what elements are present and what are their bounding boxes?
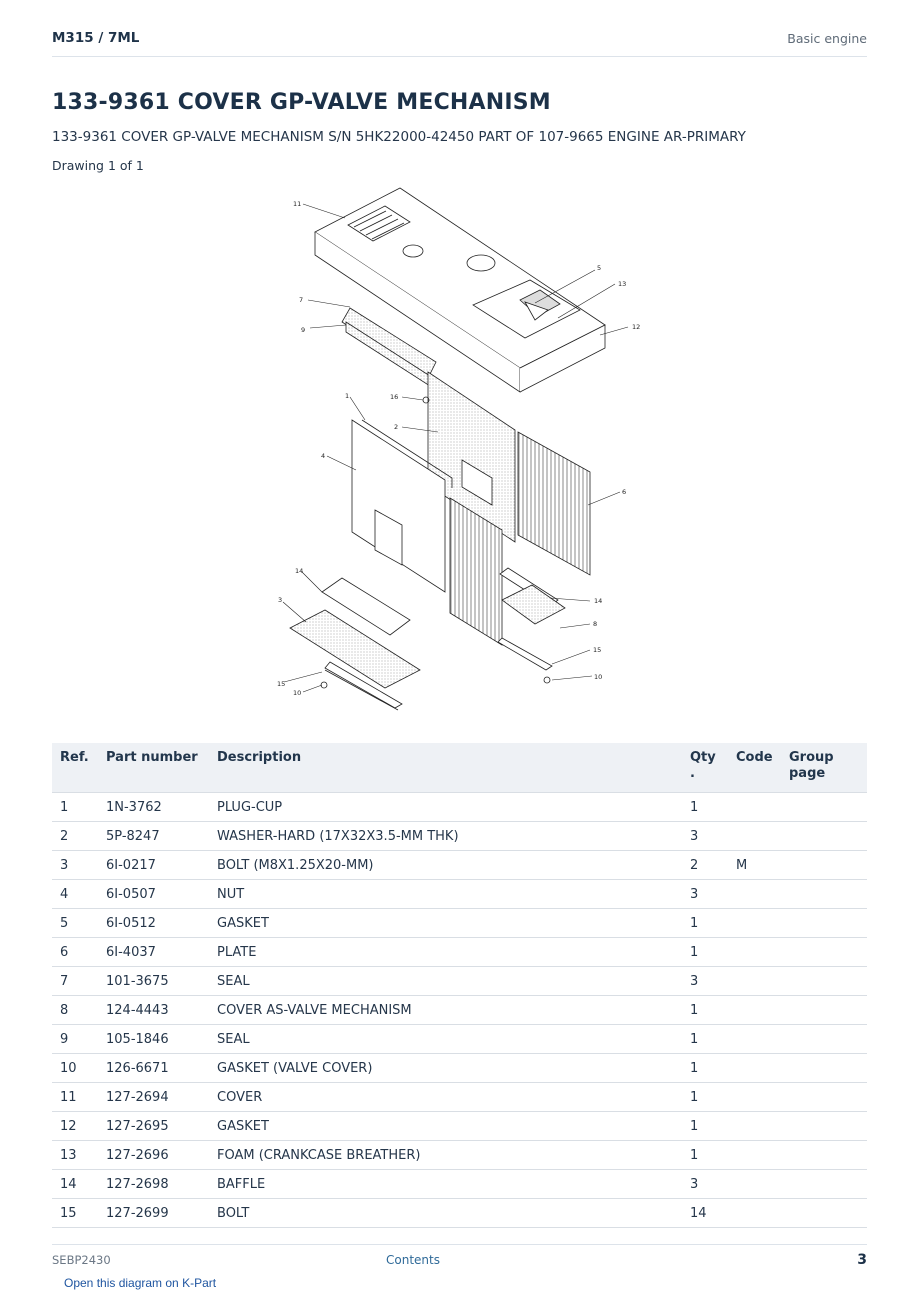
callout-4: 4 <box>321 452 326 460</box>
callout-5: 5 <box>597 264 602 272</box>
cell-qty: 14 <box>682 1199 728 1228</box>
cell-group <box>781 1112 867 1141</box>
cell-code <box>728 1170 781 1199</box>
callout-15-right: 15 <box>593 646 602 654</box>
cell-group <box>781 967 867 996</box>
cell-code: M <box>728 851 781 880</box>
contents-link[interactable]: Contents <box>386 1253 440 1267</box>
table-row <box>52 1141 867 1170</box>
cell-ref: 3 <box>52 851 98 880</box>
cell-group <box>781 793 867 822</box>
cell-part: 6I-0507 <box>98 880 209 909</box>
cell-desc: SEAL <box>209 967 682 996</box>
cell-ref: 4 <box>52 880 98 909</box>
cell-code <box>728 1054 781 1083</box>
cell-qty: 1 <box>682 996 728 1025</box>
model-label: M315 / 7ML <box>52 30 140 46</box>
page-subtitle: 133-9361 COVER GP-VALVE MECHANISM S/N 5HK22000-42450 PART OF 107-9665 ENGINE AR-PRIMARY <box>52 129 746 145</box>
callout-3: 3 <box>278 596 283 604</box>
cell-qty: 3 <box>682 967 728 996</box>
exploded-parts-diagram[interactable] <box>270 180 650 715</box>
cell-desc: GASKET <box>209 909 682 938</box>
cell-code <box>728 880 781 909</box>
cell-part: 101-3675 <box>98 967 209 996</box>
parts-table <box>52 743 867 1228</box>
cell-group <box>781 909 867 938</box>
cell-qty: 3 <box>682 1170 728 1199</box>
callout-10-left: 10 <box>293 689 302 697</box>
cell-desc: BAFFLE <box>209 1170 682 1199</box>
cell-qty: 1 <box>682 909 728 938</box>
table-row <box>52 909 867 938</box>
col-group-page: Group page <box>781 743 867 793</box>
cell-part: 124-4443 <box>98 996 209 1025</box>
cell-code <box>728 909 781 938</box>
cell-group <box>781 1083 867 1112</box>
col-description: Description <box>209 743 682 793</box>
cell-group <box>781 1141 867 1170</box>
callout-15-left: 15 <box>277 680 286 688</box>
callout-6: 6 <box>622 488 627 496</box>
cell-qty: 1 <box>682 1054 728 1083</box>
cell-group <box>781 996 867 1025</box>
callout-9: 9 <box>301 326 306 334</box>
cell-group <box>781 938 867 967</box>
cell-ref: 2 <box>52 822 98 851</box>
cell-desc: COVER AS-VALVE MECHANISM <box>209 996 682 1025</box>
cell-desc: BOLT <box>209 1199 682 1228</box>
cell-group <box>781 1170 867 1199</box>
cell-ref: 1 <box>52 793 98 822</box>
page-title: 133-9361 COVER GP-VALVE MECHANISM <box>52 90 551 115</box>
callout-14-left: 14 <box>295 567 304 575</box>
cell-ref: 15 <box>52 1199 98 1228</box>
table-row <box>52 880 867 909</box>
callout-1: 1 <box>345 392 350 400</box>
table-row <box>52 1199 867 1228</box>
cell-code <box>728 967 781 996</box>
cell-ref: 9 <box>52 1025 98 1054</box>
callout-14-right: 14 <box>594 597 603 605</box>
table-header-row <box>52 743 867 793</box>
cell-qty: 3 <box>682 822 728 851</box>
cell-ref: 5 <box>52 909 98 938</box>
cell-part: 127-2696 <box>98 1141 209 1170</box>
cell-part: 105-1846 <box>98 1025 209 1054</box>
cell-qty: 1 <box>682 1083 728 1112</box>
cell-group <box>781 880 867 909</box>
open-kpart-link[interactable]: Open this diagram on K-Part <box>64 1276 217 1290</box>
cell-qty: 1 <box>682 938 728 967</box>
cell-group <box>781 822 867 851</box>
cell-desc: WASHER-HARD (17X32X3.5-MM THK) <box>209 822 682 851</box>
cell-part: 6I-0217 <box>98 851 209 880</box>
cell-code <box>728 822 781 851</box>
cell-ref: 7 <box>52 967 98 996</box>
callout-16: 16 <box>390 393 399 401</box>
cell-group <box>781 1054 867 1083</box>
cell-part: 127-2694 <box>98 1083 209 1112</box>
cell-desc: NUT <box>209 880 682 909</box>
cell-qty: 1 <box>682 793 728 822</box>
callout-7: 7 <box>299 296 304 304</box>
cell-desc: GASKET (VALVE COVER) <box>209 1054 682 1083</box>
cell-group <box>781 851 867 880</box>
callout-2: 2 <box>394 423 399 431</box>
cell-desc: BOLT (M8X1.25X20-MM) <box>209 851 682 880</box>
cell-qty: 1 <box>682 1141 728 1170</box>
cell-qty: 1 <box>682 1025 728 1054</box>
cell-code <box>728 1199 781 1228</box>
cell-code <box>728 996 781 1025</box>
cell-qty: 2 <box>682 851 728 880</box>
cell-part: 127-2699 <box>98 1199 209 1228</box>
cell-code <box>728 1141 781 1170</box>
cell-ref: 11 <box>52 1083 98 1112</box>
callout-13: 13 <box>618 280 627 288</box>
section-label: Basic engine <box>787 31 867 46</box>
table-row <box>52 822 867 851</box>
cell-desc: COVER <box>209 1083 682 1112</box>
cell-code <box>728 793 781 822</box>
table-row <box>52 1170 867 1199</box>
cell-part: 1N-3762 <box>98 793 209 822</box>
footer-divider <box>52 1244 867 1245</box>
cell-code <box>728 938 781 967</box>
callout-10-right: 10 <box>594 673 603 681</box>
cell-group <box>781 1025 867 1054</box>
cell-code <box>728 1112 781 1141</box>
callout-12: 12 <box>632 323 641 331</box>
cell-code <box>728 1025 781 1054</box>
col-part-number: Part number <box>98 743 209 793</box>
table-row <box>52 1083 867 1112</box>
cell-part: 6I-4037 <box>98 938 209 967</box>
cell-desc: PLUG-CUP <box>209 793 682 822</box>
cell-part: 5P-8247 <box>98 822 209 851</box>
cell-qty: 3 <box>682 880 728 909</box>
table-row <box>52 851 867 880</box>
drawing-label: Drawing 1 of 1 <box>52 158 144 173</box>
cell-ref: 6 <box>52 938 98 967</box>
cell-group <box>781 1199 867 1228</box>
cell-ref: 14 <box>52 1170 98 1199</box>
cell-desc: FOAM (CRANKCASE BREATHER) <box>209 1141 682 1170</box>
cell-ref: 10 <box>52 1054 98 1083</box>
cell-desc: GASKET <box>209 1112 682 1141</box>
col-code: Code <box>728 743 781 793</box>
table-row <box>52 967 867 996</box>
cell-ref: 13 <box>52 1141 98 1170</box>
col-qty: Qty . <box>682 743 728 793</box>
document-id: SEBP2430 <box>52 1253 111 1267</box>
callout-8: 8 <box>593 620 598 628</box>
table-row <box>52 1025 867 1054</box>
cell-ref: 12 <box>52 1112 98 1141</box>
callout-11: 11 <box>293 200 302 208</box>
cell-ref: 8 <box>52 996 98 1025</box>
cell-desc: SEAL <box>209 1025 682 1054</box>
cell-part: 126-6671 <box>98 1054 209 1083</box>
cell-part: 127-2698 <box>98 1170 209 1199</box>
cell-part: 127-2695 <box>98 1112 209 1141</box>
table-row <box>52 1112 867 1141</box>
page-header <box>52 28 867 57</box>
cell-qty: 1 <box>682 1112 728 1141</box>
page-number: 3 <box>857 1252 867 1268</box>
table-row <box>52 793 867 822</box>
cell-part: 6I-0512 <box>98 909 209 938</box>
table-row <box>52 938 867 967</box>
cell-desc: PLATE <box>209 938 682 967</box>
col-ref: Ref. <box>52 743 98 793</box>
table-row <box>52 1054 867 1083</box>
cell-code <box>728 1083 781 1112</box>
table-row <box>52 996 867 1025</box>
